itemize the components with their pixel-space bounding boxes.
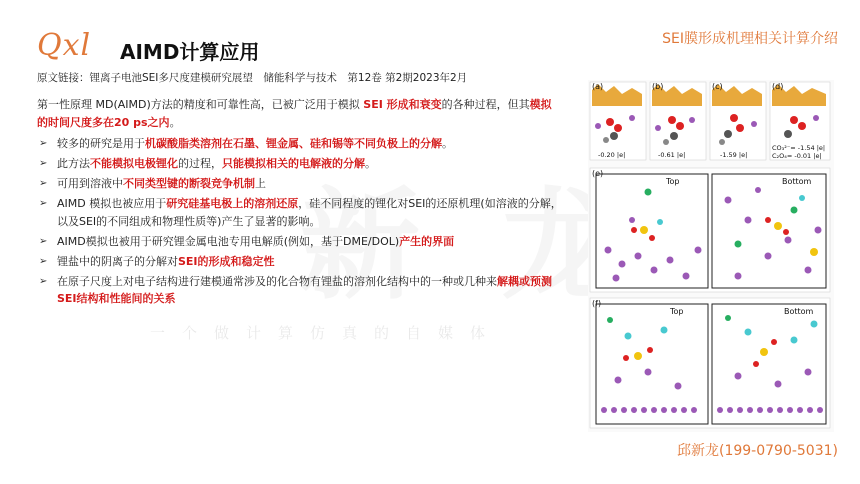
- bullet-text: 上: [255, 177, 266, 190]
- panel-c: [710, 82, 766, 160]
- watermark-slogan: 一个做计算仿真的自媒体: [150, 324, 503, 342]
- panel-a: [590, 82, 646, 160]
- bullet-arrow-icon: ➢: [39, 275, 48, 287]
- bullet-text: 锂盐中的阴离子的分解对: [57, 254, 178, 268]
- bullet-text: 较多的研究是用于: [57, 137, 145, 150]
- bullet-item: [37, 175, 562, 193]
- bullet-highlight: 研究硅基电极上的溶剂还原: [166, 197, 299, 210]
- figure-svg: [588, 80, 834, 432]
- contact-info: 邱新龙(199-0790-5031): [676, 443, 838, 459]
- panel-a-value: -0.20 |e|: [598, 151, 626, 159]
- panel-e: [590, 168, 830, 292]
- bullet-highlight: 产生的界面: [399, 234, 455, 248]
- bullet-text: 的过程，: [178, 157, 222, 170]
- bullet-highlight: 只能模拟相关的电解液的分解: [222, 157, 365, 170]
- panel-d: [770, 82, 830, 160]
- body-text: [37, 96, 562, 310]
- bullet-text: 此方法: [57, 157, 90, 170]
- intro-text: 。: [169, 115, 181, 129]
- panel-e-top-label: Top: [666, 177, 680, 186]
- panel-d-value-2: C₂O₄= -0.01 |e|: [772, 152, 822, 160]
- panel-b: [650, 82, 706, 160]
- bullet-text: AIMD模拟也被用于研究锂金属电池专用电解质(例如，基于DME/DOL): [57, 234, 400, 248]
- bullet-list: [37, 135, 562, 308]
- series-title: SEI膜形成机理相关计算介绍: [662, 31, 838, 47]
- bullet-text: AIMD 模拟也被应用于: [57, 197, 167, 210]
- panel-a-label: (a): [592, 82, 604, 91]
- panel-b-label: (b): [652, 82, 664, 91]
- bullet-arrow-icon: ➢: [39, 235, 48, 247]
- bullet-item: [37, 233, 562, 251]
- bullet-item: [37, 155, 562, 173]
- intro-highlight: SEI 形成和衰变: [363, 98, 442, 111]
- intro-highlight: 模拟的时间尺度多在20 ps之内: [37, 98, 552, 129]
- bullet-arrow-icon: ➢: [39, 255, 48, 267]
- panel-d-value-1: CO₃²⁻= -1.54 |e|: [772, 144, 826, 152]
- logo: Qxl: [37, 28, 92, 63]
- panel-f-top-label: Top: [670, 307, 684, 316]
- panel-e-bottom-label: Bottom: [782, 177, 812, 186]
- simulation-figure: [588, 80, 834, 432]
- panel-c-label: (c): [712, 82, 723, 91]
- bullet-arrow-icon: ➢: [39, 178, 48, 189]
- panel-f: [590, 298, 830, 428]
- bullet-arrow-icon: ➢: [39, 198, 48, 209]
- bullet-text: 。: [365, 157, 376, 170]
- bullet-item: [37, 135, 562, 153]
- panel-d-label: (d): [772, 82, 784, 91]
- bullet-text: 可用到溶液中: [57, 177, 123, 190]
- bullet-item: [37, 253, 562, 271]
- bullet-highlight: SEI的形成和稳定性: [178, 254, 275, 268]
- bullet-highlight: 不同类型键的断裂竞争机制: [123, 177, 255, 190]
- page-title: AIMD计算应用: [120, 40, 260, 64]
- panel-c-value: -1.59 |e|: [720, 151, 748, 159]
- bullet-text: ，硅不同程度的锂化对SEI的还原机理(如溶液的分解，以及SEI的不同组成和物理性质等)产生了显著的影响。: [57, 197, 562, 228]
- bullet-item: [37, 273, 562, 308]
- bullet-text: 在原子尺度上对电子结构进行建模通常涉及的化合物有锂盐的溶剂化结构中的一种或几种来: [57, 274, 497, 288]
- bullet-arrow-icon: ➢: [39, 158, 48, 169]
- intro-text: 的各种过程，但其: [441, 98, 530, 111]
- source-citation: 原文链接：锂离子电池SEI多尺度建模研究展望 储能科学与技术 第12卷 第2期2023年2月: [37, 72, 468, 84]
- panel-e-label: (e): [592, 169, 604, 178]
- bullet-highlight: 不能模拟电极锂化: [90, 157, 178, 170]
- panel-f-label: (f): [592, 299, 602, 308]
- bullet-arrow-icon: ➢: [39, 138, 48, 149]
- bullet-item: [37, 195, 562, 230]
- intro-paragraph: [37, 96, 562, 131]
- panel-f-bottom-label: Bottom: [784, 307, 814, 316]
- intro-text: 第一性原理 MD(AIMD)方法的精度和可靠性高，已被广泛用于模拟: [37, 98, 364, 111]
- panel-b-value: -0.61 |e|: [658, 151, 686, 159]
- bullet-highlight: 机碳酸脂类溶剂在石墨、锂金属、硅和锡等不同负极上的分解: [145, 137, 442, 150]
- bullet-highlight: 解耦或预测SEI结构和性能间的关系: [57, 274, 552, 305]
- bullet-text: 。: [442, 137, 453, 150]
